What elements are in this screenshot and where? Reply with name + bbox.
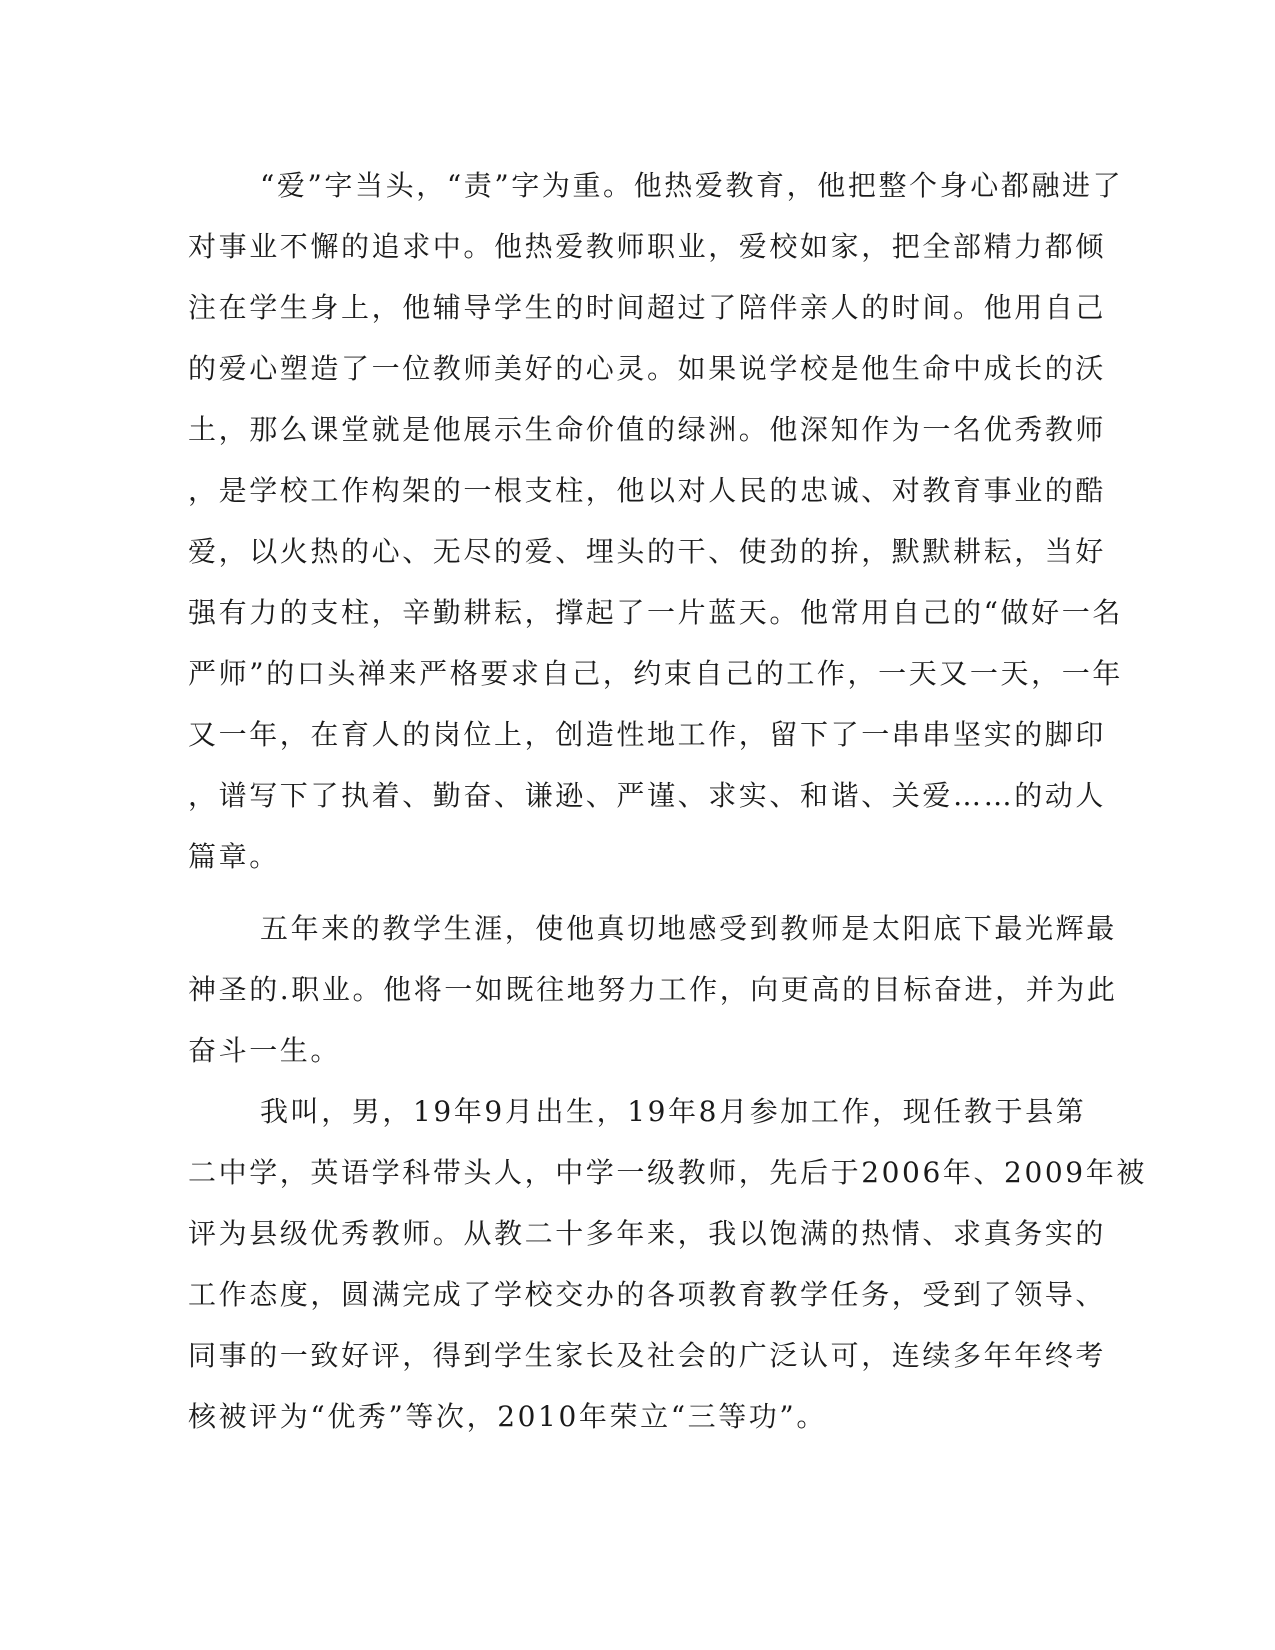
paragraph-line: 核被评为“优秀”等次，2010年荣立“三等功”。 [188,1400,827,1433]
paragraph-line: “爱”字当头，“责”字为重。他热爱教育，他把整个身心都融进了 [260,169,1124,202]
paragraph-line: 篇章。 [188,840,280,873]
paragraph-line: 奋斗一生。 [188,1034,342,1067]
paragraph-line: 我叫，男，19年9月出生，19年8月参加工作，现任教于县第 [260,1095,1087,1128]
paragraph-line: 对事业不懈的追求中。他热爱教师职业，爱校如家，把全部精力都倾 [188,230,1107,263]
paragraph-line: 的爱心塑造了一位教师美好的心灵。如果说学校是他生命中成长的沃 [188,352,1107,385]
paragraph-line: 二中学，英语学科带头人，中学一级教师，先后于2006年、2009年被 [188,1156,1147,1189]
paragraph-love-responsibility [188,155,1124,887]
paragraph-line: ，谱写下了执着、勤奋、谦逊、严谨、求实、和谐、关爱……的动人 [188,779,1107,812]
paragraph-line: 神圣的.职业。他将一如既往地努力工作，向更高的目标奋进，并为此 [188,973,1118,1006]
paragraph-line: 严师”的口头禅来严格要求自己，约束自己的工作，一天又一天，一年 [188,657,1123,690]
paragraph-self-introduction [188,1081,1147,1447]
paragraph-line: 又一年，在育人的岗位上，创造性地工作，留下了一串串坚实的脚印 [188,718,1107,751]
paragraph-line: 爱，以火热的心、无尽的爱、埋头的干、使劲的拚，默默耕耘，当好 [188,535,1107,568]
paragraph-line: 强有力的支柱，辛勤耕耘，撑起了一片蓝天。他常用自己的“做好一名 [188,596,1123,629]
paragraph-line: 工作态度，圆满完成了学校交办的各项教育教学任务，受到了领导、 [188,1278,1107,1311]
paragraph-line: 同事的一致好评，得到学生家长及社会的广泛认可，连续多年年终考 [188,1339,1107,1372]
paragraph-line: 评为县级优秀教师。从教二十多年来，我以饱满的热情、求真务实的 [188,1217,1107,1250]
paragraph-line: ，是学校工作构架的一根支柱，他以对人民的忠诚、对教育事业的酷 [188,474,1107,507]
paragraph-line: 五年来的教学生涯，使他真切地感受到教师是太阳底下最光辉最 [260,912,1117,945]
paragraph-five-years [188,898,1118,1081]
paragraph-line: 土，那么课堂就是他展示生命价值的绿洲。他深知作为一名优秀教师 [188,413,1107,446]
paragraph-line: 注在学生身上，他辅导学生的时间超过了陪伴亲人的时间。他用自己 [188,291,1107,324]
